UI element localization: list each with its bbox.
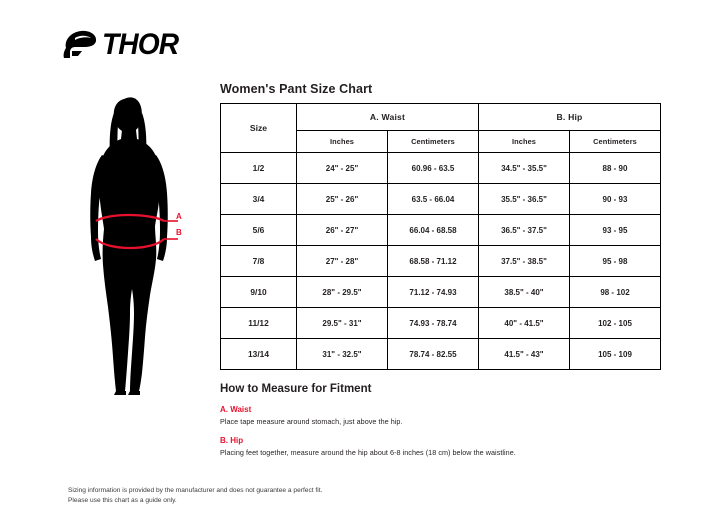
table-header-row-groups	[221, 104, 661, 131]
table-row	[221, 246, 661, 277]
brand-wordmark: THOR	[102, 28, 179, 61]
cell-waist-cm: 74.93 - 78.74	[388, 308, 479, 339]
size-chart-table	[220, 103, 661, 370]
cell-waist-in: 24" - 25"	[297, 153, 388, 184]
cell-waist-cm: 78.74 - 82.55	[388, 339, 479, 370]
cell-waist-in: 29.5" - 31"	[297, 308, 388, 339]
cell-hip-cm: 90 - 93	[570, 184, 661, 215]
cell-hip-cm: 93 - 95	[570, 215, 661, 246]
howto-heading-waist: A. Waist	[220, 405, 252, 414]
table-row	[221, 308, 661, 339]
howto-item-hip	[220, 436, 516, 457]
header-hip-centimeters: Centimeters	[570, 131, 661, 153]
hip-label-b: B	[176, 228, 182, 237]
cell-hip-cm: 98 - 102	[570, 277, 661, 308]
table-row	[221, 339, 661, 370]
cell-size: 3/4	[221, 184, 297, 215]
table-row	[221, 184, 661, 215]
header-waist-centimeters: Centimeters	[388, 131, 479, 153]
cell-size: 7/8	[221, 246, 297, 277]
cell-hip-cm: 88 - 90	[570, 153, 661, 184]
footer-line-2: Please use this chart as a guide only.	[68, 496, 177, 504]
cell-hip-in: 41.5" - 43"	[479, 339, 570, 370]
brand-logo	[62, 28, 183, 62]
header-hip-group: B. Hip	[479, 104, 661, 131]
silhouette-body	[90, 97, 168, 395]
page-title: Women's Pant Size Chart	[220, 82, 373, 96]
howto-item-waist	[220, 405, 403, 426]
howto-title: How to Measure for Fitment	[220, 383, 372, 395]
waist-label-a: A	[176, 212, 182, 221]
cell-waist-in: 28" - 29.5"	[297, 277, 388, 308]
header-waist-group: A. Waist	[297, 104, 479, 131]
table-row	[221, 215, 661, 246]
cell-waist-cm: 68.58 - 71.12	[388, 246, 479, 277]
cell-waist-cm: 71.12 - 74.93	[388, 277, 479, 308]
female-silhouette-diagram	[60, 95, 210, 395]
cell-size: 13/14	[221, 339, 297, 370]
cell-waist-in: 27" - 28"	[297, 246, 388, 277]
howto-body-waist: Place tape measure around stomach, just above the hip.	[220, 417, 403, 426]
cell-hip-cm: 102 - 105	[570, 308, 661, 339]
footer-line-1: Sizing information is provided by the manufacturer and does not guarantee a perfect fit.	[68, 487, 323, 494]
cell-waist-cm: 66.04 - 68.58	[388, 215, 479, 246]
cell-waist-in: 31" - 32.5"	[297, 339, 388, 370]
cell-waist-cm: 60.96 - 63.5	[388, 153, 479, 184]
howto-body-hip: Placing feet together, measure around the hip about 6-8 inches (18 cm) below the waistline.	[220, 448, 516, 457]
cell-hip-in: 40" - 41.5"	[479, 308, 570, 339]
cell-size: 1/2	[221, 153, 297, 184]
cell-hip-in: 34.5" - 35.5"	[479, 153, 570, 184]
cell-waist-in: 26" - 27"	[297, 215, 388, 246]
cell-hip-cm: 105 - 109	[570, 339, 661, 370]
cell-size: 9/10	[221, 277, 297, 308]
cell-size: 11/12	[221, 308, 297, 339]
cell-hip-in: 38.5" - 40"	[479, 277, 570, 308]
cell-waist-cm: 63.5 - 66.04	[388, 184, 479, 215]
footer-disclaimer	[68, 486, 322, 505]
table-row	[221, 153, 661, 184]
cell-hip-in: 36.5" - 37.5"	[479, 215, 570, 246]
header-size: Size	[221, 104, 297, 153]
thor-helmet-icon	[62, 28, 98, 62]
howto-heading-hip: B. Hip	[220, 436, 244, 445]
cell-hip-in: 35.5" - 36.5"	[479, 184, 570, 215]
cell-waist-in: 25" - 26"	[297, 184, 388, 215]
cell-hip-cm: 95 - 98	[570, 246, 661, 277]
cell-size: 5/6	[221, 215, 297, 246]
table-row	[221, 277, 661, 308]
cell-hip-in: 37.5" - 38.5"	[479, 246, 570, 277]
header-hip-inches: Inches	[479, 131, 570, 153]
header-waist-inches: Inches	[297, 131, 388, 153]
